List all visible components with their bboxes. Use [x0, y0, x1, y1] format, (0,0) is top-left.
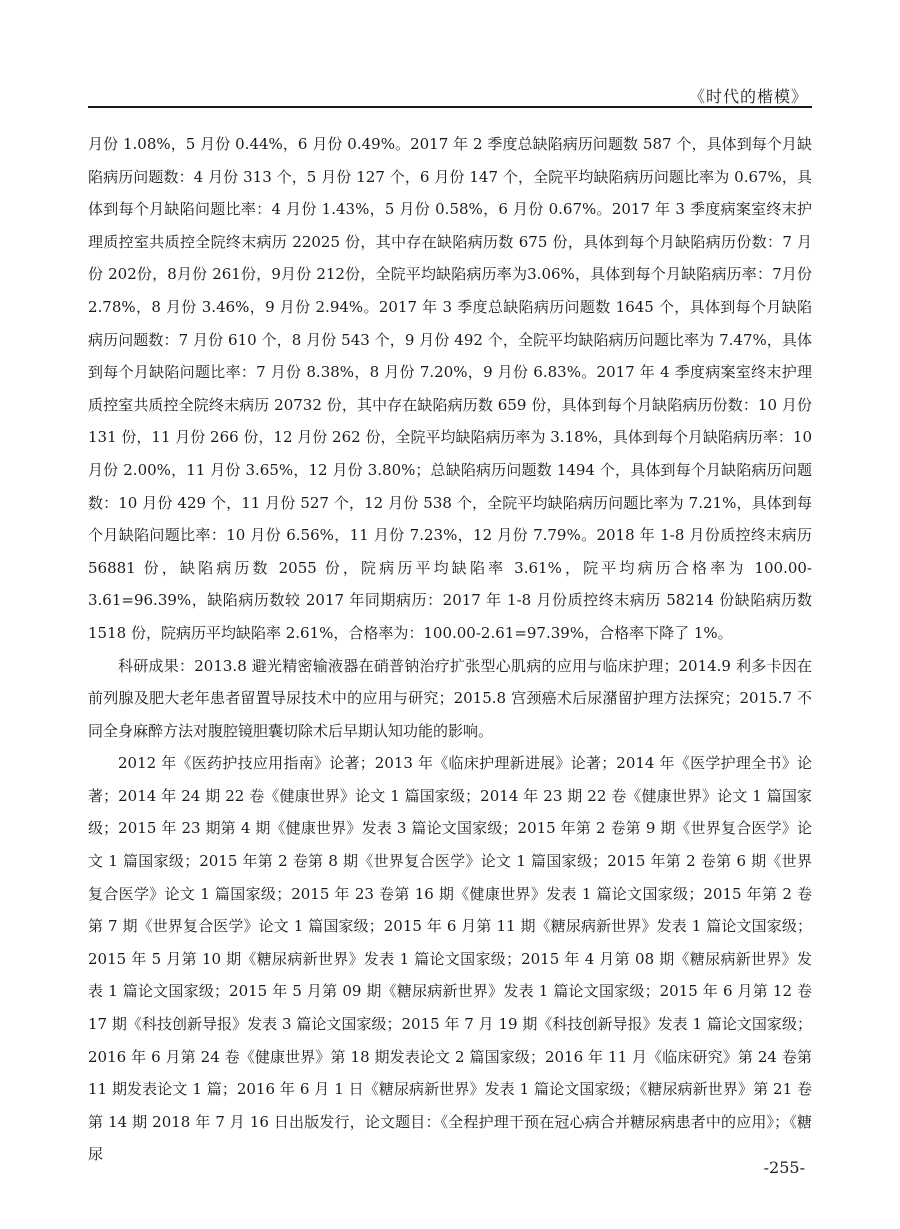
header-rule	[88, 106, 812, 108]
page-number: -255-	[763, 1158, 805, 1177]
body-text	[88, 128, 812, 1171]
running-title: 《时代的楷模》	[688, 87, 808, 106]
paragraph-research-results: 科研成果：2013.8 避光精密输液器在硝普钠治疗扩张型心肌病的应用与临床护理；2014.9 利多卡因在前列腺及肥大老年患者留置导尿技术中的应用与研究；2015.8 宫颈癌术后尿潴留护理方法探究；2015.7 不同全身麻醉方法对腹腔镜胆囊切除术后早期认知功能的影响。	[88, 656, 812, 740]
paragraph-publications: 2012 年《医药护技应用指南》论著；2013 年《临床护理新进展》论著；2014 年《医学护理全书》论著；2014 年 24 期 22 卷《健康世界》论文 1 篇国家级；2014 年 23 期 22 卷《健康世界》论文 1 篇国家级；2015 年 23 期第 4 期《健康世界》发表 3 篇论文国家级；2015 年第 2 卷第 9 期《世界复合医学》论文 1 篇国家级；2015 年第 2 卷第 8 期《世界复合医学》论文 1 篇国家级；2015 年第 2 卷第 6 期《世界复合医学》论文 1 篇国家级；2015 年 23 卷第 16 期《健康世界》发表 1 篇论文国家级；2015 年第 2 卷第 7 期《世界复合医学》论文 1 篇国家级；2015 年 6 月第 11 期《糖尿病新世界》发表 1 篇论文国家级；2015 年 5 月第 10 期《糖尿病新世界》发表 1 篇论文国家级；2015 年 4 月第 08 期《糖尿病新世界》发表 1 篇论文国家级；2015 年 5 月第 09 期《糖尿病新世界》发表 1 篇论文国家级；2015 年 6 月第 12 卷 17 期《科技创新导报》发表 3 篇论文国家级；2015 年 7 月 19 期《科技创新导报》发表 1 篇论文国家级；2016 年 6 月第 24 卷《健康世界》第 18 期发表论文 2 篇国家级；2016 年 11 月《临床研究》第 24 卷第 11 期发表论文 1 篇；2016 年 6 月 1 日《糖尿病新世界》发表 1 篇论文国家级；《糖尿病新世界》第 21 卷第 14 期 2018 年 7 月 16 日出版发行，论文题目：《全程护理干预在冠心病合并糖尿病患者中的应用》；《糖尿	[88, 754, 812, 1164]
paragraph-quality-statistics: 月份 1.08%，5 月份 0.44%，6 月份 0.49%。2017 年 2 季度总缺陷病历问题数 587 个，具体到每个月缺陷病历问题数：4 月份 313 个，5 月份 127 个，6 月份 147 个，全院平均缺陷病历问题比率为 0.67%，具体到每个月缺陷问题比率：4 月份 1.43%，5 月份 0.58%，6 月份 0.67%。2017 年 3 季度病案室终末护理质控室共质控全院终末病历 22025 份，其中存在缺陷病历数 675 份，具体到每个月缺陷病历份数：7 月份 202份，8月份 261份，9月份 212份，全院平均缺陷病历率为3.06%，具体到每个月缺陷病历率：7月份 2.78%，8 月份 3.46%，9 月份 2.94%。2017 年 3 季度总缺陷病历问题数 1645 个，具体到每个月缺陷病历问题数：7 月份 610 个，8 月份 543 个，9 月份 492 个，全院平均缺陷病历问题比率为 7.47%，具体到每个月缺陷问题比率：7 月份 8.38%，8 月份 7.20%，9 月份 6.83%。2017 年 4 季度病案室终末护理质控室共质控全院终末病历 20732 份，其中存在缺陷病历数 659 份，具体到每个月缺陷病历份数：10 月份 131 份，11 月份 266 份，12 月份 262 份，全院平均缺陷病历率为 3.18%，具体到每个月缺陷病历率：10 月份 2.00%，11 月份 3.65%，12 月份 3.80%；总缺陷病历问题数 1494 个，具体到每个月缺陷病历问题数：10 月份 429 个，11 月份 527 个，12 月份 538 个，全院平均缺陷病历问题比率为 7.21%，具体到每个月缺陷问题比率：10 月份 6.56%，11 月份 7.23%，12 月份 7.79%。2018 年 1-8 月份质控终末病历 56881 份，缺陷病历数 2055 份，院病历平均缺陷率 3.61%，院平均病历合格率为 100.00-3.61=96.39%，缺陷病历数较 2017 年同期病历：2017 年 1-8 月份质控终末病历 58214 份缺陷病历数 1518 份，院病历平均缺陷率 2.61%，合格率为：100.00-2.61=97.39%，合格率下降了 1%。	[88, 135, 812, 642]
